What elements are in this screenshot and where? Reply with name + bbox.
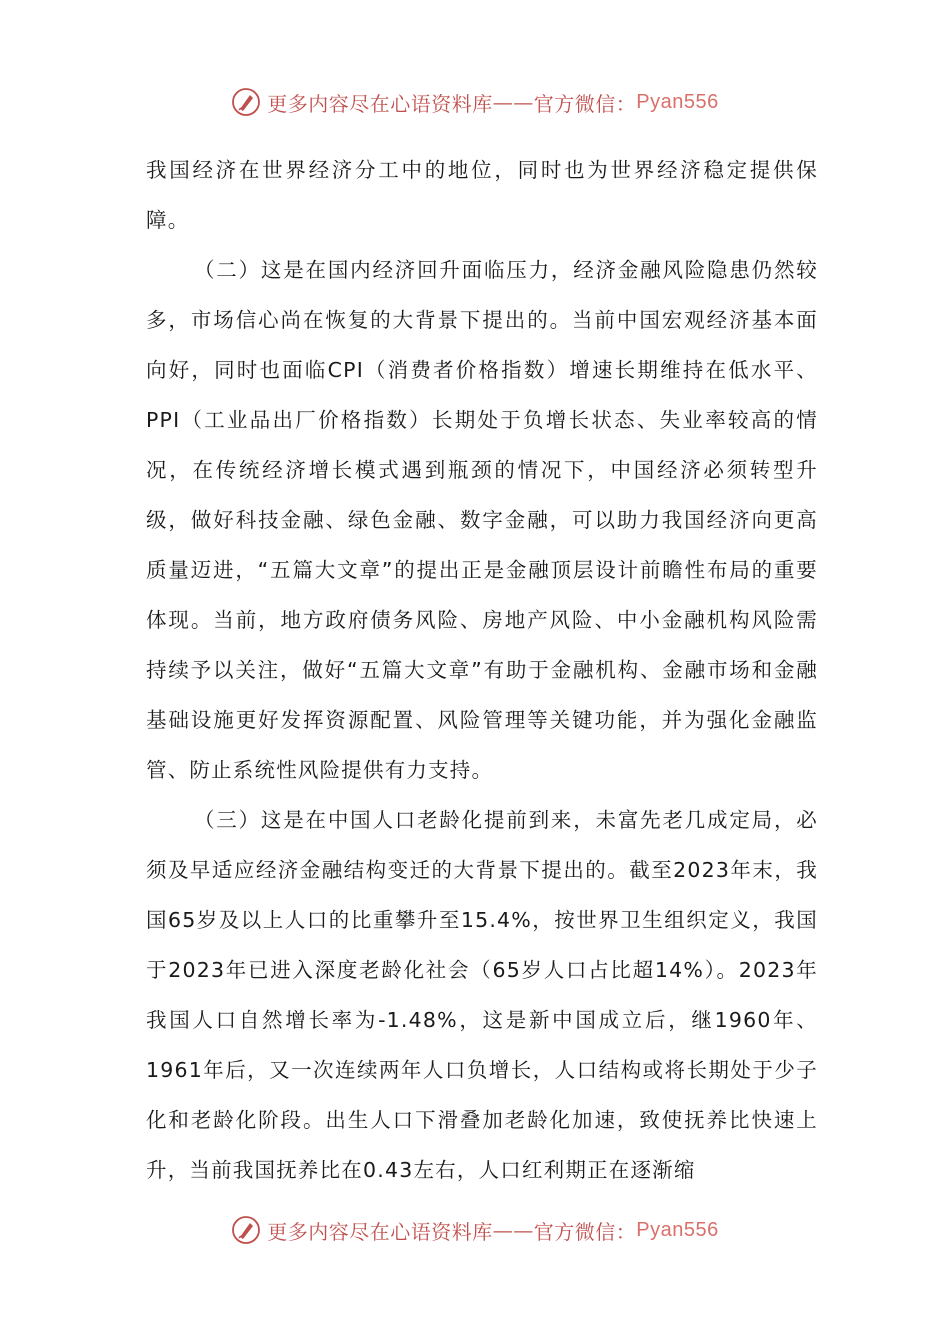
footer-brand-text: 更多内容尽在心语资料库: [267, 1219, 493, 1244]
document-body: [146, 145, 818, 1195]
header-dash: ——: [492, 90, 534, 114]
footer-dash: ——: [492, 1218, 534, 1242]
header-wechat-id: Pyan556: [636, 90, 719, 113]
footer-wechat-label: 官方微信：: [533, 1219, 637, 1244]
footer-wechat-id: Pyan556: [636, 1218, 719, 1241]
header-brand-text: 更多内容尽在心语资料库: [267, 91, 493, 116]
pen-nib-seal-icon: [231, 87, 261, 117]
header-wechat-label: 官方微信：: [533, 91, 637, 116]
paragraph-section-3: （三）这是在中国人口老龄化提前到来，未富先老几成定局，必须及早适应经济金融结构变迁的大背景下提出的。截至2023年末，我国65岁及以上人口的比重攀升至15.4%，按世界卫生组织定义，我国于2023年已进入深度老龄化社会（65岁人口占比超14%）。2023年我国人口自然增长率为-1.48%，这是新中国成立后，继1960年、1961年后，又一次连续两年人口负增长，人口结构或将长期处于少子化和老龄化阶段。出生人口下滑叠加老龄化加速，致使抚养比快速上升，当前我国抚养比在0.43左右，人口红利期正在逐渐缩: [146, 808, 818, 1182]
paragraph-continuation: 我国经济在世界经济分工中的地位，同时也为世界经济稳定提供保障。: [146, 158, 818, 232]
pen-nib-seal-icon: [231, 1215, 261, 1245]
paragraph-section-2: （二）这是在国内经济回升面临压力，经济金融风险隐患仍然较多，市场信心尚在恢复的大背景下提出的。当前中国宏观经济基本面向好，同时也面临CPI（消费者价格指数）增速长期维持在低水平、PPI（工业品出厂价格指数）长期处于负增长状态、失业率较高的情况，在传统经济增长模式遇到瓶颈的情况下，中国经济必须转型升级，做好科技金融、绿色金融、数字金融，可以助力我国经济向更高质量迈进，“五篇大文章”的提出正是金融顶层设计前瞻性布局的重要体现。当前，地方政府债务风险、房地产风险、中小金融机构风险需持续予以关注，做好“五篇大文章”有助于金融机构、金融市场和金融基础设施更好发挥资源配置、风险管理等关键功能，并为强化金融监管、防止系统性风险提供有力支持。: [146, 258, 818, 782]
page-footer-watermark: [0, 1212, 950, 1248]
page-header-watermark: [0, 84, 950, 120]
